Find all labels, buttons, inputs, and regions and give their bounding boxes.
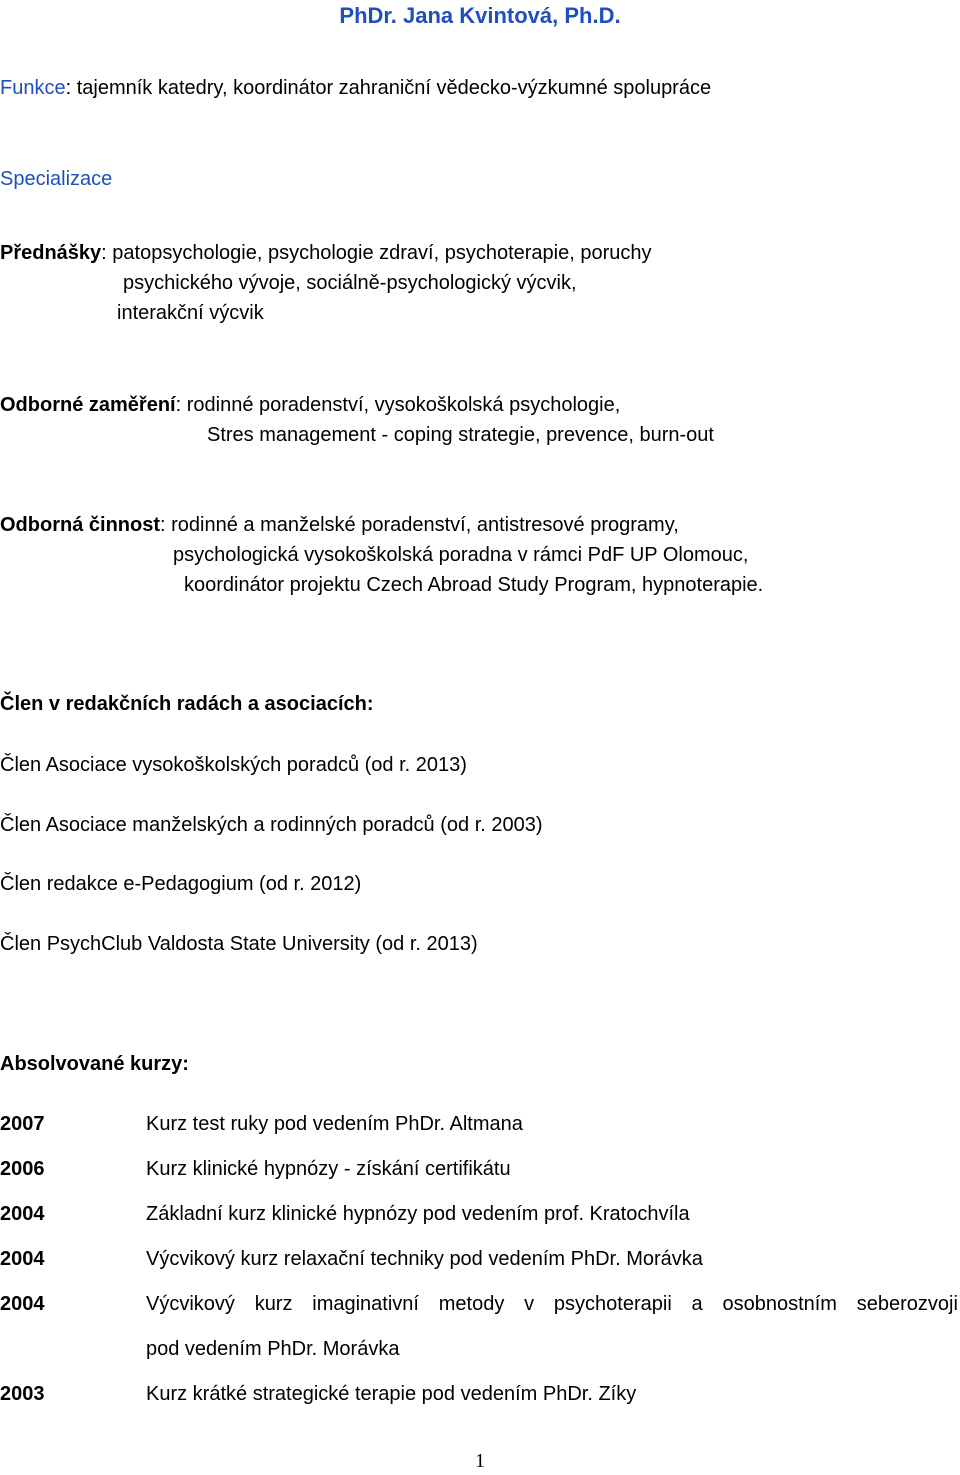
course-word: psychoterapii [553,1293,672,1315]
lectures-line-3: interakční výcvik [117,302,264,324]
course-text: Kurz test ruky pod vedením PhDr. Altmana [146,1113,523,1135]
activity-line-1 [0,511,679,539]
focus-label: Odborné zaměření [0,394,176,416]
course-text-continuation: pod vedením PhDr. Morávka [146,1338,400,1360]
course-word: seberozvoji [856,1293,958,1315]
membership-item: Člen Asociace vysokoškolských poradců (od r. 2013) [0,754,467,776]
specialization-heading: Specializace [0,168,113,190]
lectures-line-1 [0,239,652,267]
membership-item: Člen redakce e-Pedagogium (od r. 2012) [0,873,362,895]
focus-line-1 [0,391,620,419]
activity-text-1: : rodinné a manželské poradenství, antistresové programy, [160,514,679,536]
course-row [0,1200,960,1228]
membership-item: Člen Asociace manželských a rodinných poradců (od r. 2003) [0,814,543,836]
lectures-line-2: psychického vývoje, sociálně-psychologický výcvik, [123,272,577,294]
activity-label: Odborná činnost [0,514,160,536]
function-line [0,74,711,102]
courses-heading: Absolvované kurzy: [0,1053,189,1075]
course-row [0,1380,960,1408]
course-word: a [691,1293,703,1315]
lectures-label: Přednášky [0,242,102,264]
course-year: 2007 [0,1113,45,1135]
course-row [0,1110,960,1138]
page-title: PhDr. Jana Kvintová, Ph.D. [339,3,621,28]
course-word: kurz [254,1293,293,1315]
course-year: 2004 [0,1293,45,1315]
lectures-text-1: : patopsychologie, psychologie zdraví, psychoterapie, poruchy [101,242,652,264]
course-word: osobnostním [722,1293,837,1315]
course-row [0,1290,960,1318]
course-word: Výcvikový [146,1293,235,1315]
membership-item: Člen PsychClub Valdosta State University (od r. 2013) [0,933,478,955]
course-word: v [524,1293,535,1315]
course-text: Výcvikový kurz relaxační techniky pod vedením PhDr. Morávka [146,1248,703,1270]
course-text [146,1290,958,1318]
memberships-heading: Člen v redakčních radách a asociacích: [0,693,374,715]
course-year: 2004 [0,1248,45,1270]
function-label: Funkce [0,77,66,99]
course-year: 2006 [0,1158,45,1180]
course-word: metody [438,1293,505,1315]
course-year: 2003 [0,1383,45,1405]
course-text: Kurz krátké strategické terapie pod vedením PhDr. Zíky [146,1383,637,1405]
course-row [0,1245,960,1273]
activity-line-2: psychologická vysokoškolská poradna v rámci PdF UP Olomouc, [173,544,749,566]
activity-line-3: koordinátor projektu Czech Abroad Study Program, hypnoterapie. [184,574,764,596]
course-text: Základní kurz klinické hypnózy pod vedením prof. Kratochvíla [146,1203,690,1225]
course-row [0,1155,960,1183]
course-text: Kurz klinické hypnózy - získání certifikátu [146,1158,511,1180]
function-text: : tajemník katedry, koordinátor zahraniční vědecko-výzkumné spolupráce [65,77,712,99]
course-year: 2004 [0,1203,45,1225]
focus-text-1: : rodinné poradenství, vysokoškolská psychologie, [175,394,621,416]
course-word: imaginativní [312,1293,419,1315]
focus-line-2: Stres management - coping strategie, prevence, burn-out [207,424,714,446]
page-number: 1 [475,1450,485,1472]
